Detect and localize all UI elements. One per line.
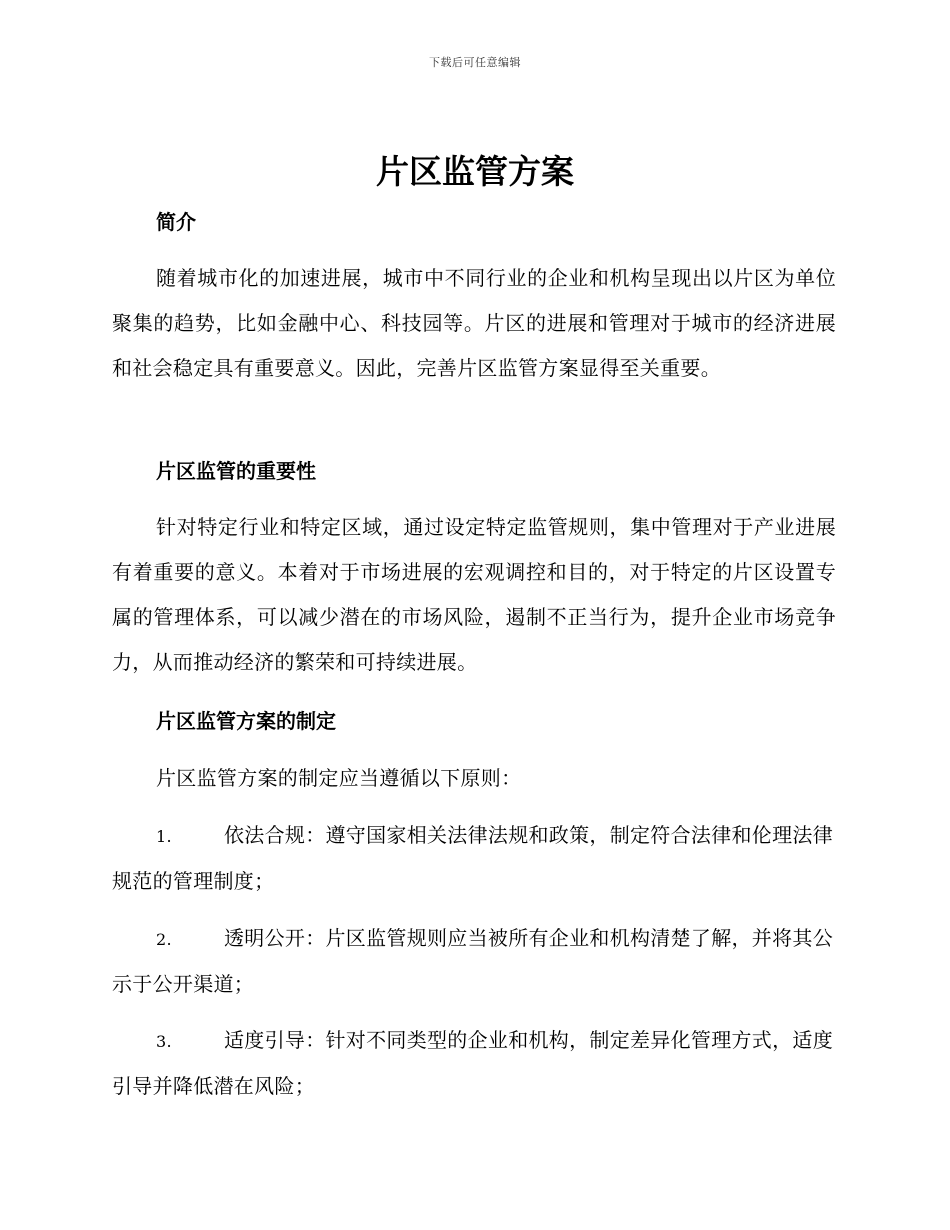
principle-item bbox=[112, 813, 836, 904]
principle-number: 1. bbox=[156, 827, 172, 846]
principle-text: 透明公开：片区监管规则应当被所有企业和机构清楚了解，并将其公示于公开渠道； bbox=[112, 926, 833, 996]
principle-number: 2. bbox=[156, 930, 172, 949]
principle-item bbox=[112, 916, 836, 1007]
principle-item bbox=[112, 1018, 836, 1109]
principle-text: 依法合规：遵守国家相关法律法规和政策，制定符合法律和伦理法律规范的管理制度； bbox=[112, 823, 833, 893]
section-heading-importance: 片区监管的重要性 bbox=[156, 459, 316, 483]
intro-paragraph: 随着城市化的加速进展，城市中不同行业的企业和机构呈现出以片区为单位聚集的趋势，比如金融中心、科技园等。片区的进展和管理对于城市的经济进展和社会稳定具有重要意义。因此，完善片区监管方案显得至关重要。 bbox=[112, 266, 836, 380]
principle-number: 3. bbox=[156, 1032, 172, 1051]
principle-text: 适度引导：针对不同类型的企业和机构，制定差异化管理方式，适度引导并降低潜在风险； bbox=[112, 1028, 833, 1098]
section-heading-intro: 简介 bbox=[156, 210, 196, 234]
formulation-paragraph: 片区监管方案的制定应当遵循以下原则： bbox=[156, 766, 522, 790]
section-heading-formulation: 片区监管方案的制定 bbox=[156, 709, 336, 733]
header-note: 下载后可任意编辑 bbox=[429, 56, 521, 69]
importance-paragraph: 针对特定行业和特定区域，通过设定特定监管规则，集中管理对于产业进展有着重要的意义。本着对于市场进展的宏观调控和目的，对于特定的片区设置专属的管理体系，可以减少潜在的市场风险，遏制不正当行为，提升企业市场竞争力，从而推动经济的繁荣和可持续进展。 bbox=[112, 515, 836, 674]
document-title: 片区监管方案 bbox=[376, 152, 574, 191]
